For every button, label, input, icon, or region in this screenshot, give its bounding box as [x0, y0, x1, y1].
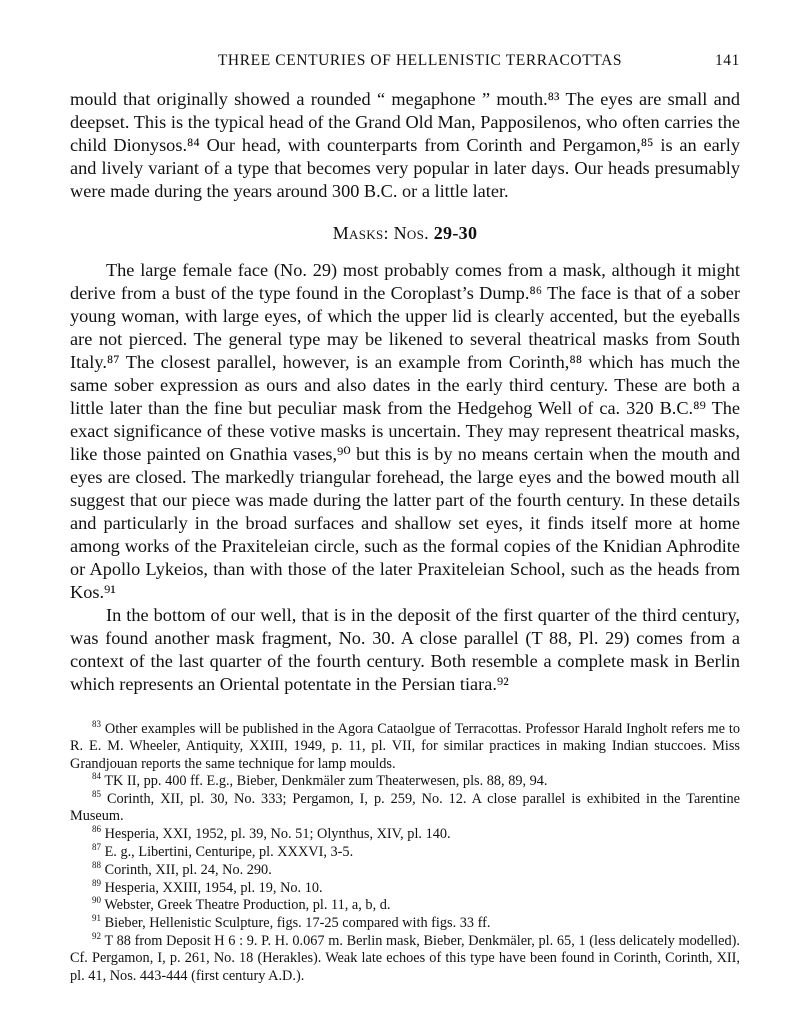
page-number: 141 — [714, 52, 740, 69]
footnote — [70, 791, 740, 826]
footnote-marker: 85 — [92, 789, 101, 800]
footnote-marker: 86 — [92, 824, 101, 835]
footnote-marker: 87 — [92, 842, 101, 853]
footnote-text: TK II, pp. 400 ff. E.g., Bieber, Denkmäler zum Theaterwesen, pls. 88, 89, 94. — [104, 773, 548, 790]
footnote-marker: 90 — [92, 895, 101, 906]
footnote-text: Corinth, XII, pl. 24, No. 290. — [104, 861, 272, 878]
running-title: THREE CENTURIES OF HELLENISTIC TERRACOTTAS — [217, 52, 623, 69]
footnote-marker: 88 — [92, 860, 101, 871]
footnote-marker: 84 — [92, 771, 101, 782]
heading-nos: Nos. — [393, 223, 429, 243]
footnote — [70, 862, 740, 879]
footnote — [70, 773, 740, 790]
footnote — [70, 721, 740, 773]
footnote-marker: 91 — [92, 913, 101, 924]
paragraph-3: In the bottom of our well, that is in the deposit of the first quarter of the third century, was found another mask fragment, No. 30. A close parallel (T 88, Pl. 29) comes from a context of the last quarter of the fourth century. Both resemble a complete mask in Berlin which represents an Oriental potentate in the Persian tiara.⁹² — [70, 605, 740, 694]
footnote-text: Hesperia, XXIII, 1954, pl. 19, No. 10. — [104, 879, 323, 896]
running-header — [70, 52, 740, 78]
footnote-text: Bieber, Hellenistic Sculpture, figs. 17-25 compared with figs. 33 ff. — [104, 915, 491, 932]
heading-label: Masks: — [332, 223, 389, 243]
body-text — [70, 88, 740, 696]
footnote-marker: 89 — [92, 877, 101, 888]
paragraph-2: The large female face (No. 29) most probably comes from a mask, although it might derive from a bust of the type found in the Coroplast’s Dump.⁸⁶ The face is that of a sober young woman, with large eyes, of which the upper lid is clearly accented, but the eyeballs are not pierced. The general type may be likened to several theatrical masks from South Italy.⁸⁷ The closest parallel, however, is an example from Corinth,⁸⁸ which has much the same sober expression as ours and also dates in the early third century. These are both a little later than the fine but peculiar mask from the Hedgehog Well of ca. 320 B.C.⁸⁹ The exact significance of these votive masks is uncertain. They may represent theatrical masks, like those painted on Gnathia vases,⁹⁰ but this is by no means certain when the mouth and eyes are closed. The markedly triangular forehead, the large eyes and the bowed mouth all suggest that our piece was made during the latter part of the fourth century. In these details and particularly in the broad surfaces and shallow set eyes, it finds itself more at home among works of the Praxiteleian circle, such as the formal copies of the Knidian Aphrodite or Apollo Lykeios, than with those of the later Praxiteleian School, such as the heads from Kos.⁹¹ — [70, 260, 740, 602]
footnote — [70, 933, 740, 985]
footnote-text: E. g., Libertini, Centuripe, pl. XXXVI, 3-5. — [104, 844, 354, 861]
footnote-marker: 83 — [92, 719, 101, 730]
footnote — [70, 877, 740, 897]
footnote — [70, 897, 740, 914]
heading-range: 29-30 — [433, 223, 478, 243]
footnote-text: Other examples will be published in the Agora Cataolgue of Terracottas. Professor Harald Ingholt refers me to R. E. M. Wheeler, Antiquity, XXIII, 1949, p. 11, pl. VII, for similar practices in making Indian stuccoes. Miss Grandjouan reports the same technique for lamp moulds. — [70, 721, 740, 772]
footnote — [70, 844, 740, 861]
footnote-marker: 92 — [92, 931, 101, 942]
section-heading — [70, 222, 740, 245]
footnote-text: Corinth, XII, pl. 30, No. 333; Pergamon, I, p. 259, No. 12. A close parallel is exhibited in the Tarentine Museum. — [70, 791, 741, 825]
footnote — [70, 826, 740, 843]
page — [70, 52, 740, 985]
footnote — [70, 915, 740, 932]
footnote-text: Webster, Greek Theatre Production, pl. 11, a, b, d. — [104, 897, 391, 914]
footnotes — [70, 721, 740, 985]
footnote-text: Hesperia, XXI, 1952, pl. 39, No. 51; Olynthus, XIV, pl. 140. — [104, 826, 451, 843]
footnote-text: T 88 from Deposit H 6 : 9. P. H. 0.067 m. Berlin mask, Bieber, Denkmäler, pl. 65, 1 (less delicately modelled). Cf. Pergamon, I, p. 261, No. 18 (Herakles). Weak late echoes of this type have been found in Corinth, Corinth, XII, pl. 41, Nos. 443-444 (first century A.D.). — [70, 933, 740, 984]
paragraph-1: mould that originally showed a rounded “ megaphone ” mouth.⁸³ The eyes are small and deepset. This is the typical head of the Grand Old Man, Papposilenos, who often carries the child Dionysos.⁸⁴ Our head, with counterparts from Corinth and Pergamon,⁸⁵ is an early and lively variant of a type that becomes very popular in later days. Our heads presumably were made during the years around 300 B.C. or a little later. — [70, 89, 740, 201]
